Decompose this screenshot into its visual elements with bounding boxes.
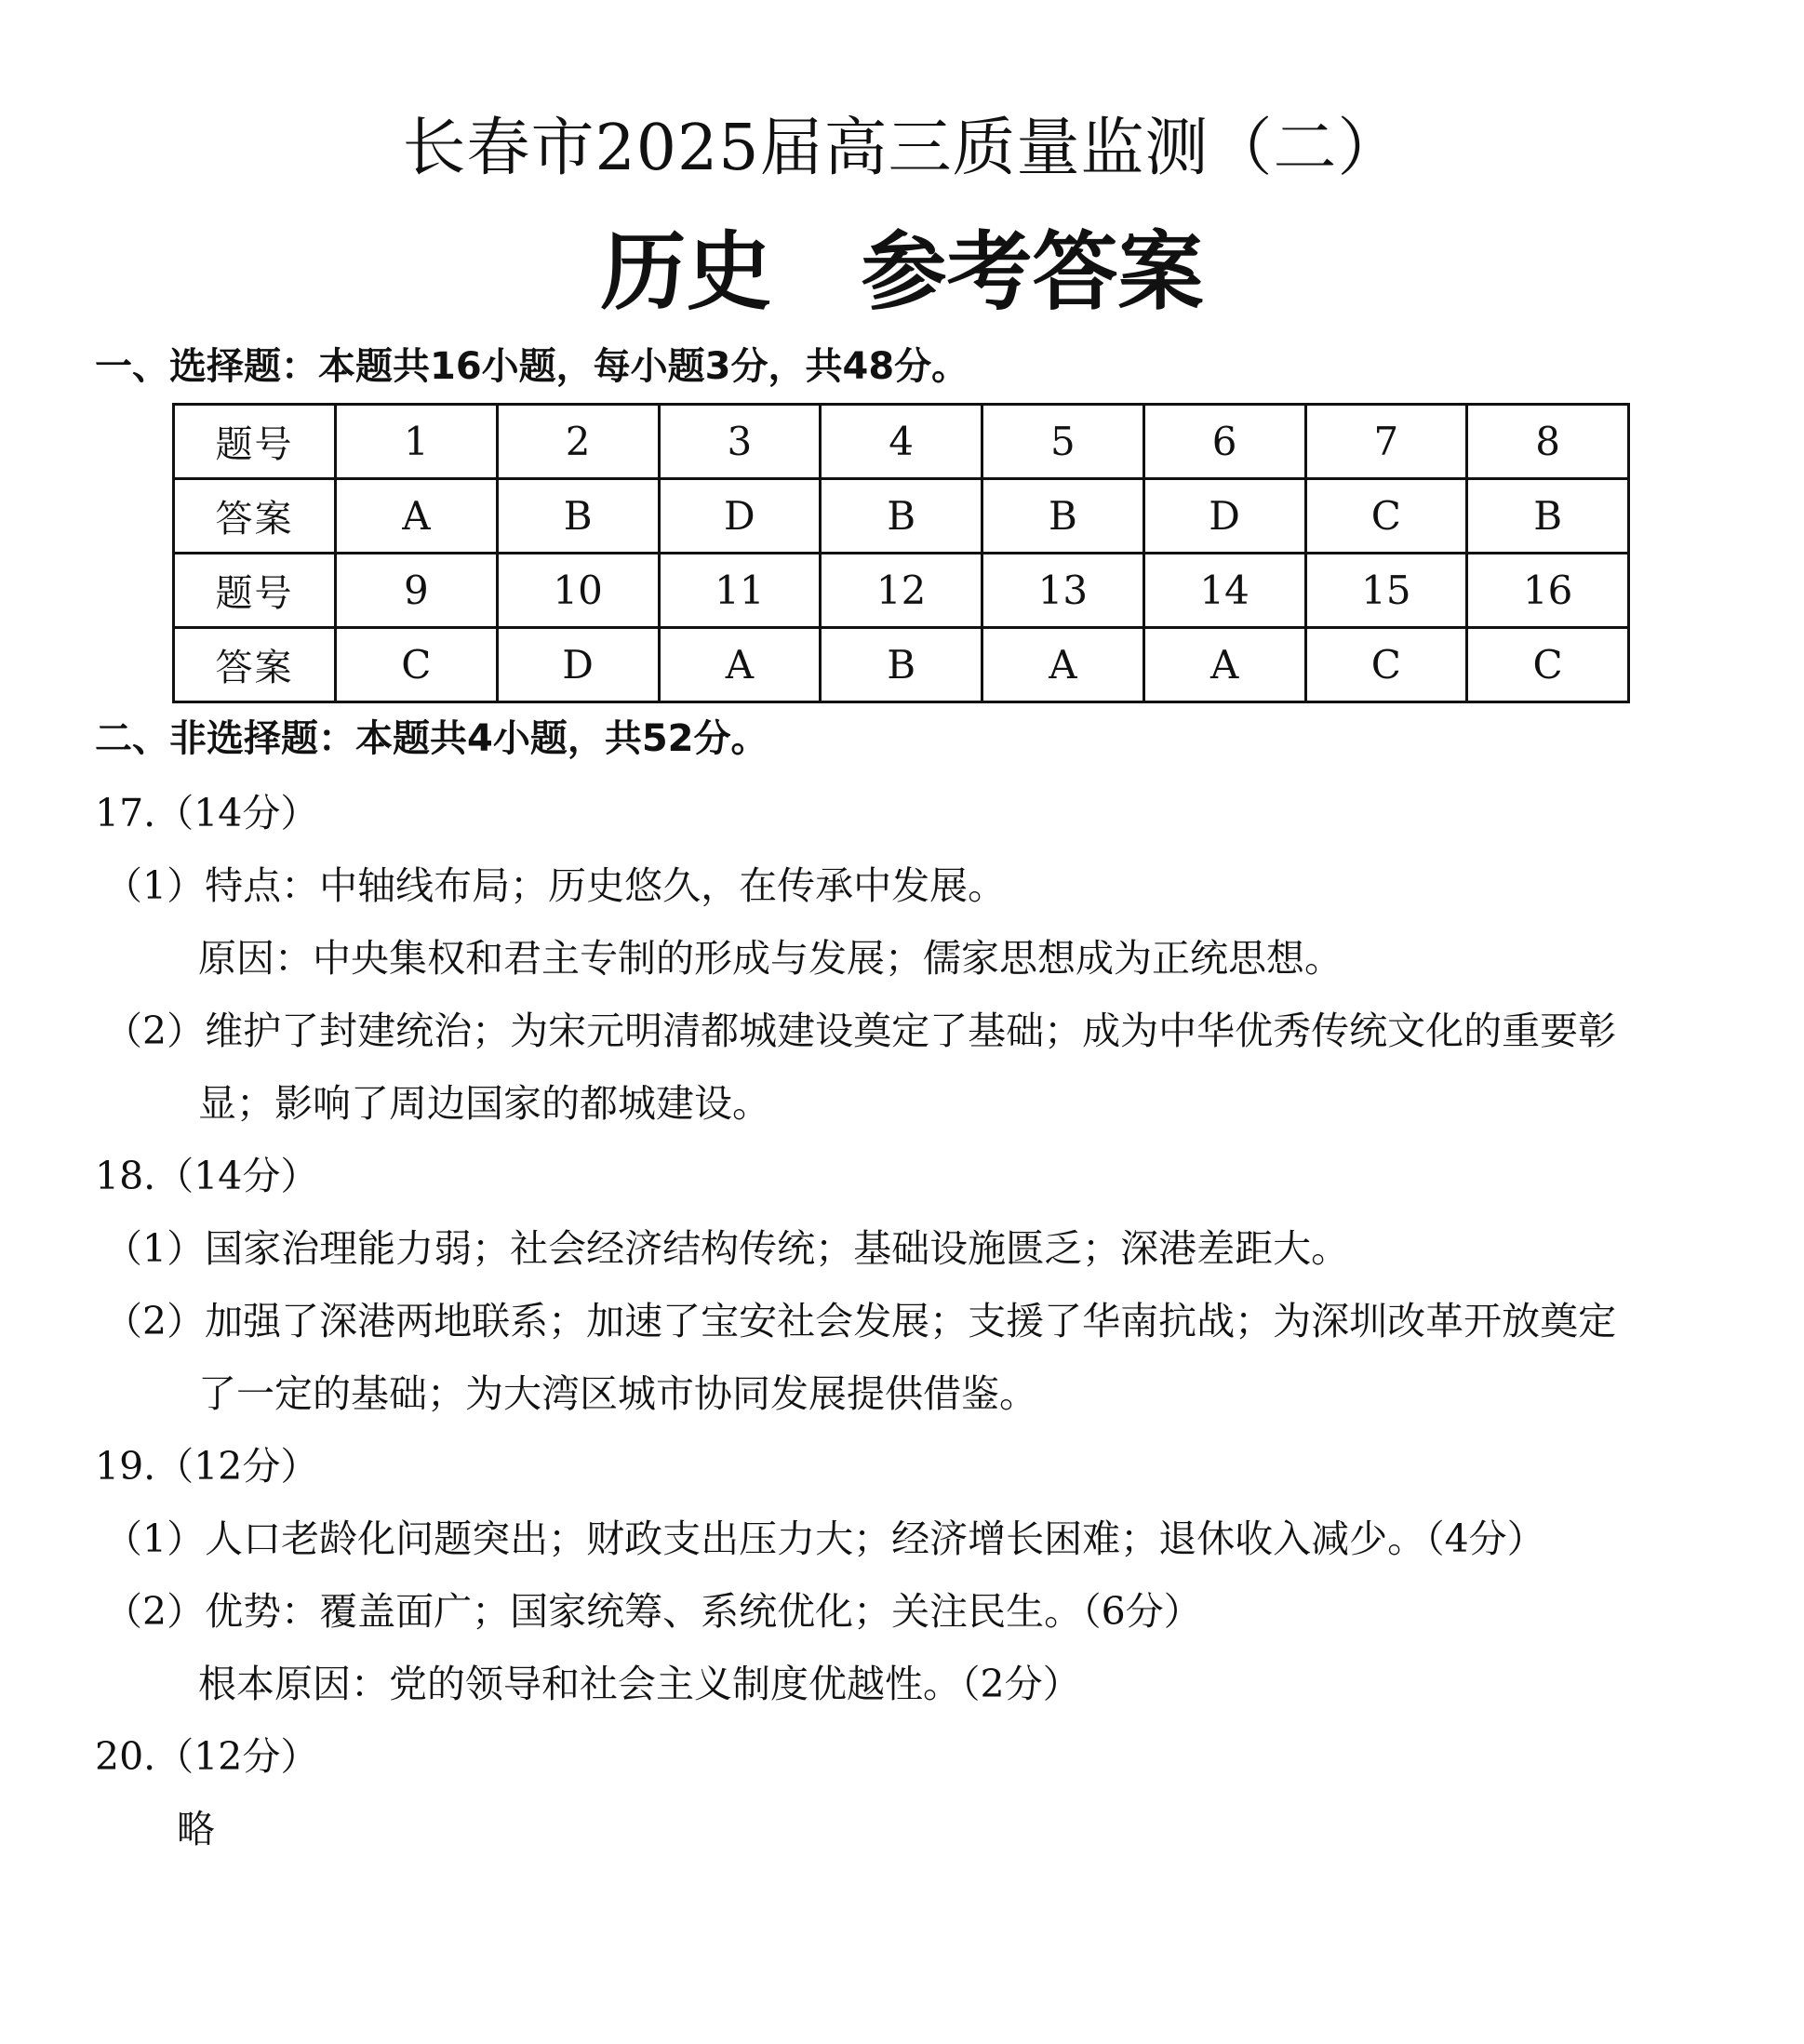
page-title: 长春市2025届高三质量监测（二） (402, 112, 1402, 185)
q17-part1-line2: 原因：中央集权和君主专制的形成与发展；儒家思想成为正统思想。 (198, 936, 1343, 981)
q17-part2-line2: 显；影响了周边国家的都城建设。 (198, 1081, 770, 1126)
row-label: 题号 (174, 405, 336, 479)
table-row (174, 479, 1629, 554)
answer-key-label: 参考答案 (861, 222, 1204, 322)
table-cell: 4 (821, 405, 982, 479)
table-cell: B (1467, 479, 1629, 554)
answer-table (172, 403, 1630, 703)
table-cell: 1 (336, 405, 498, 479)
q19-part1-line1: （1）人口老龄化问题突出；财政支出压力大；经济增长困难；退休收入减少。（4分） (104, 1516, 1545, 1561)
table-row (174, 554, 1629, 628)
row-label: 题号 (174, 554, 336, 628)
table-cell: A (1143, 628, 1305, 702)
table-cell: A (336, 479, 498, 554)
table-cell: D (659, 479, 821, 554)
table-cell: 9 (336, 554, 498, 628)
q18-part2-line1: （2）加强了深港两地联系；加速了宝安社会发展；支援了华南抗战；为深圳改革开放奠定 (104, 1299, 1617, 1343)
q19-part2-line2: 根本原因：党的领导和社会主义制度优越性。（2分） (198, 1662, 1081, 1706)
table-cell: 7 (1305, 405, 1467, 479)
q19-part2-line1: （2）优势：覆盖面广；国家统筹、系统优化；关注民生。（6分） (104, 1589, 1202, 1634)
table-cell: 8 (1467, 405, 1629, 479)
table-cell: 2 (497, 405, 659, 479)
table-cell: C (1467, 628, 1629, 702)
section-1-heading: 一、选择题：本题共16小题，每小题3分，共48分。 (95, 345, 969, 388)
table-row (174, 405, 1629, 479)
q18-part2-line2: 了一定的基础；为大湾区城市协同发展提供借鉴。 (198, 1371, 1037, 1416)
subject-label: 历史 (600, 222, 772, 322)
table-cell: B (821, 479, 982, 554)
table-cell: C (1305, 628, 1467, 702)
table-row (174, 628, 1629, 702)
row-label: 答案 (174, 628, 336, 702)
table-cell: A (982, 628, 1144, 702)
table-cell: 14 (1143, 554, 1305, 628)
table-cell: 13 (982, 554, 1144, 628)
table-cell: B (497, 479, 659, 554)
table-cell: 16 (1467, 554, 1629, 628)
q17-header: 17.（14分） (95, 791, 319, 835)
section-2-heading: 二、非选择题：本题共4小题，共52分。 (95, 717, 768, 760)
page-subtitle (0, 221, 1804, 324)
table-cell: C (1305, 479, 1467, 554)
table-cell: B (982, 479, 1144, 554)
q17-part2-line1: （2）维护了封建统治；为宋元明清都城建设奠定了基础；成为中华优秀传统文化的重要彰 (104, 1009, 1617, 1053)
table-cell: 15 (1305, 554, 1467, 628)
table-cell: 5 (982, 405, 1144, 479)
q17-part1-line1: （1）特点：中轴线布局；历史悠久，在传承中发展。 (104, 863, 1007, 908)
table-cell: C (336, 628, 498, 702)
table-cell: 12 (821, 554, 982, 628)
table-cell: D (497, 628, 659, 702)
q18-part1-line1: （1）国家治理能力弱；社会经济结构传统；基础设施匮乏；深港差距大。 (104, 1226, 1350, 1271)
q18-header: 18.（14分） (95, 1154, 319, 1198)
table-cell: B (821, 628, 982, 702)
table-cell: D (1143, 479, 1305, 554)
q20-answer: 略 (177, 1807, 215, 1851)
table-cell: 11 (659, 554, 821, 628)
table-cell: A (659, 628, 821, 702)
row-label: 答案 (174, 479, 336, 554)
q20-header: 20.（12分） (95, 1734, 319, 1779)
table-cell: 6 (1143, 405, 1305, 479)
table-cell: 10 (497, 554, 659, 628)
table-cell: 3 (659, 405, 821, 479)
q19-header: 19.（12分） (95, 1444, 319, 1489)
